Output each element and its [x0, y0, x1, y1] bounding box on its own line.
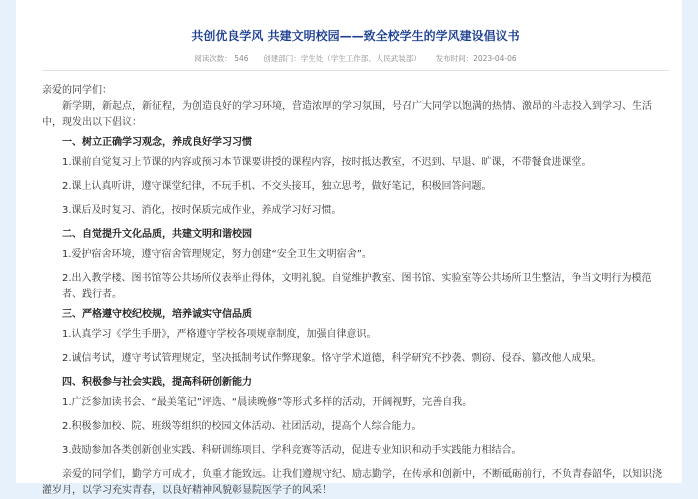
section-2-item-2: 2.出入教学楼、图书馆等公共场所仪表举止得体，文明礼貌。自觉维护教室、图书馆、实验室等公共场所卫生整洁，争当文明行为模范者、践行者。 [62, 273, 652, 300]
article-page [16, 0, 682, 496]
section-heading-1: 一、树立正确学习观念，养成良好学习习惯 [62, 137, 252, 148]
article-body [42, 83, 669, 499]
section-4-item-1: 1.广泛参加读书会、“最美笔记”评选、“晨读晚修”等形式多样的活动，开阔视野，完善自我。 [62, 397, 473, 408]
section-1-item-2: 2.课上认真听讲，遵守课堂纪律，不玩手机、不交头接耳，独立思考，做好笔记，积极回答问题。 [62, 181, 492, 192]
section-2-item-1: 1.爱护宿舍环境，遵守宿舍管理规定，努力创建“安全卫生文明宿舍”。 [62, 249, 372, 260]
section-3-item-1: 1.认真学习《学生手册》，严格遵守学校各项规章制度，加强自律意识。 [62, 329, 377, 340]
section-1-item-3: 3.课后及时复习、消化，按时保质完成作业，养成学习好习惯。 [62, 205, 342, 216]
section-4-item-2: 2.积极参加校、院、班级等组织的校园文体活动、社团活动，提高个人综合能力。 [62, 421, 422, 432]
article-meta [42, 54, 669, 63]
section-1-item-1: 1.课前自觉复习上节课的内容或预习本节课要讲授的课程内容，按时抵达教室，不迟到、早退、旷课，不带餐食进课堂。 [62, 157, 592, 168]
section-heading-3: 三、严格遵守校纪校规，培养诚实守信品质 [62, 309, 252, 320]
intro-paragraph: 新学期，新起点，新征程，为创造良好的学习环境，营造浓厚的学习氛围，号召广大同学以饱满的热情、激昂的斗志投入到学习、生活中，现发出以下倡议： [42, 101, 652, 128]
article-title: 共创优良学风 共建文明校园——致全校学生的学风建设倡议书 [191, 29, 520, 43]
salutation: 亲爱的同学们： [42, 85, 112, 96]
section-heading-2: 二、自觉提升文化品质，共建文明和谐校园 [62, 229, 252, 240]
closing-paragraph: 亲爱的同学们，勤学方可成才，负重才能致远。让我们遵规守纪、励志勤学，在传承和创新中，不断砥砺前行，不负青春韶华，以知识浇灌岁月，以学习充实青春，以良好精神风貌彰显院医学子的风采！ [42, 469, 662, 496]
section-3-item-2: 2.诚信考试，遵守考试管理规定，坚决抵制考试作弊现象。恪守学术道德，科学研究不抄袭、剽窃、侵吞、篡改他人成果。 [62, 353, 602, 364]
view-count: 阅读次数： 546 [194, 54, 249, 63]
publish-date: 发布时间：2023-04-06 [435, 54, 517, 63]
section-4-item-3: 3.鼓励参加各类创新创业实践、科研训练项目、学科竞赛等活动，促进专业知识和动手实践能力相结合。 [62, 445, 522, 456]
section-heading-4: 四、积极参与社会实践，提高科研创新能力 [62, 377, 252, 388]
department: 创建部门：学生处（学生工作部、人民武装部） [263, 54, 421, 63]
title-divider [42, 70, 669, 71]
